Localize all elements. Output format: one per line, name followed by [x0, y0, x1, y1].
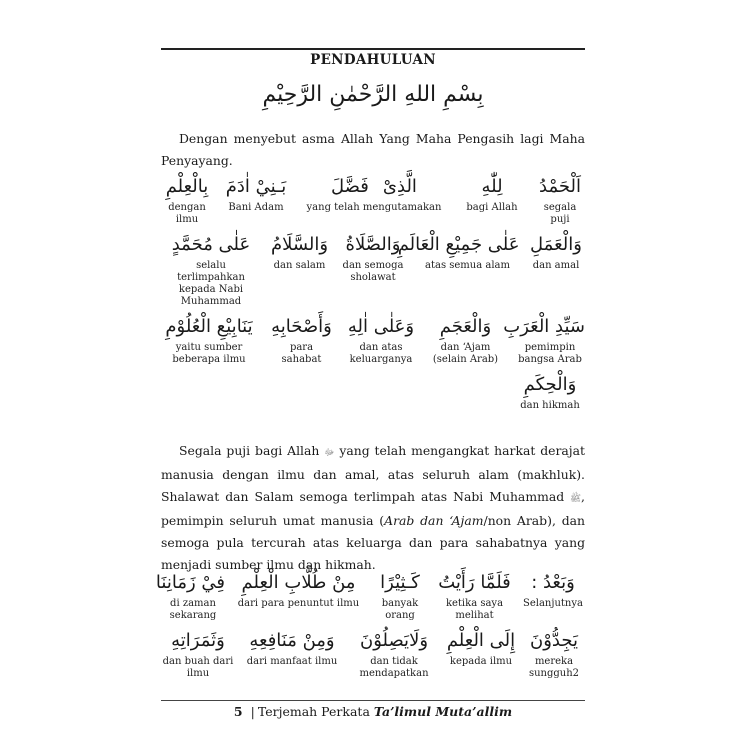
page-footer: [161, 704, 585, 719]
arabic-word: اَلْحَمْدُ: [539, 176, 581, 197]
translation: dan amal: [532, 260, 580, 271]
intro-paragraph: Dengan menyebut asma Allah Yang Maha Pengasih lagi Maha Penyayang.: [161, 131, 585, 168]
chapter-title: PENDAHULUAN: [310, 52, 436, 68]
paragraph-text: , pemimpin seluruh umat manusia (: [161, 489, 585, 528]
translation: kepada ilmu: [449, 656, 513, 667]
glossary-item: [446, 626, 516, 668]
glossary-item: [155, 568, 225, 622]
arabic-word: وَثَمَرَاتِهِ: [171, 630, 225, 651]
translation: ketika saya melihat: [445, 598, 504, 621]
glossary-item: [437, 568, 513, 622]
translation: bagi Allah: [466, 202, 518, 213]
glossary-item-pair: [299, 172, 449, 214]
arabic-word: وَالْعَمَلِ: [530, 234, 582, 255]
arabic-word: لِلّٰهِ: [481, 176, 503, 197]
translation: dari para penuntut ilmu: [237, 598, 360, 609]
book-page: [155, 0, 586, 750]
translation: Selanjutnya: [523, 598, 583, 609]
honorific-glyph: ﷺ: [570, 494, 582, 504]
glossary-item: [346, 312, 416, 366]
glossary-item: [523, 626, 585, 680]
translation: pemimpin bangsa Arab: [518, 342, 582, 365]
arabic-word: بِالْعِلْمِ: [165, 176, 209, 197]
glossary-item: [397, 230, 520, 272]
arabic-word: يَنَابِيْعِ الْعُلُوْمِ: [165, 316, 253, 337]
arabic-word: عَلٰى جَمِيْعِ الْعَالَمِ: [397, 234, 520, 255]
translation: dan atas keluarganya: [349, 342, 413, 365]
translation: dan salam: [273, 260, 326, 271]
glossary-item: [161, 626, 235, 680]
translation: dan semoga sholawat: [342, 260, 404, 283]
glossary-item: [535, 172, 585, 226]
arabic-word: فَلَمَّا رَأَيْتُ: [438, 572, 511, 593]
page-number: 5: [233, 704, 243, 719]
main-paragraph: [161, 440, 585, 576]
translation: dari manfaat ilmu: [246, 656, 338, 667]
glossary-item: [161, 230, 261, 308]
arabic-word: فَضَّلَ: [331, 176, 369, 197]
basmala: بِسْمِ اللهِ الرَّحْمٰنِ الرَّحِيْمِ: [262, 82, 484, 107]
glossary-item: [269, 230, 331, 272]
glossary-row: [161, 172, 585, 226]
arabic-word: وَالْعَجَمِ: [439, 316, 492, 337]
translation: dan hikmah: [520, 400, 580, 411]
arabic-word: وَالْحِكَمِ: [523, 374, 577, 395]
arabic-word: عَلٰى مُحَمَّدٍ: [171, 234, 251, 255]
arabic-word: إِلَى الْعِلْمِ: [446, 630, 516, 651]
glossary-row: [155, 568, 585, 622]
glossary-item: [521, 568, 585, 610]
translation: yang telah mengutamakan: [306, 202, 442, 213]
glossary-row: [161, 370, 585, 412]
bottom-rule: [161, 700, 585, 701]
arabic-word: وَمِنْ مَنَافِعِهِ: [249, 630, 335, 651]
footer-separator: |: [250, 704, 255, 719]
arabic-word: كَـثِيْرًا: [380, 572, 420, 593]
arabic-word: يَجِدُّوْنَ: [530, 630, 578, 651]
translation: mereka sungguh2: [528, 656, 580, 679]
translation: selalu terlimpahkan kepada Nabi Muhammad: [177, 260, 245, 307]
translation: yaitu sumber beberapa ilmu: [172, 342, 246, 365]
glossary-item: [161, 172, 213, 226]
arabic-word: وَعَلٰى اٰلِهِ: [347, 316, 415, 337]
glossary-item: [271, 312, 333, 366]
paragraph-text: /non Arab), dan semoga pula tercurah atas keluarga dan para sahabatnya yang menjadi sumber ilmu dan hikmah.: [161, 513, 586, 572]
glossary-item: [461, 172, 523, 214]
glossary-item: [349, 626, 439, 680]
top-rule: [161, 48, 585, 50]
glossary-item: [161, 312, 257, 366]
arabic-word: سَيِّدِ الْعَرَبِ: [503, 316, 585, 337]
paragraph-text: Segala puji bagi Allah: [179, 443, 325, 458]
glossary-item: [430, 312, 502, 366]
footer-label: Terjemah Perkata: [257, 704, 374, 719]
paragraph-italic: Arab dan ‘Ajam: [384, 513, 484, 528]
translation: para sahabat: [281, 342, 322, 365]
book-title: Ta’limul Muta’allim: [373, 704, 513, 719]
glossary-row: [161, 230, 585, 308]
glossary-item: [372, 568, 428, 622]
arabic-pair: [299, 172, 449, 202]
glossary-item: [242, 626, 342, 668]
honorific-glyph: ﷻ: [324, 448, 335, 458]
translation: dan tidak mendapatkan: [359, 656, 429, 679]
arabic-word: الَّذِىْ: [382, 176, 417, 197]
glossary-block-2: [155, 568, 585, 684]
arabic-word: بَـنِيْ اٰدَمَ: [225, 176, 287, 197]
paragraph-text: yang telah mengangkat harkat derajat manusia dengan ilmu dan amal, atas seluruh alam (makhluk). Shalawat dan Salam semoga terlimpah atas Nabi Muhammad: [161, 443, 585, 504]
translation: dan buah dari ilmu: [162, 656, 234, 679]
glossary-item: [234, 568, 364, 610]
arabic-word: وَبَعْدُ :: [531, 572, 575, 593]
translation: di zaman sekarang: [169, 598, 217, 621]
translation: atas semua alam: [425, 260, 510, 271]
translation: segala puji: [543, 202, 577, 225]
glossary-row: [161, 626, 585, 680]
arabic-word: فِيْ زَمَانِنَا: [155, 572, 225, 593]
glossary-item: [503, 312, 585, 366]
arabic-word: وَأَصْحَابِهِ: [271, 316, 332, 337]
arabic-word: مِنْ طُلَّابِ الْعِلْمِ: [241, 572, 356, 593]
translation: dan ‘Ajam (selain Arab): [432, 342, 499, 365]
glossary-item: [225, 172, 287, 214]
glossary-item: [515, 370, 585, 412]
glossary-row: [161, 312, 585, 366]
arabic-word: وَالصَّلَاةُ: [345, 234, 401, 255]
glossary-item: [527, 230, 585, 272]
arabic-word: وَالسَّلَامُ: [270, 234, 329, 255]
translation: Bani Adam: [228, 202, 284, 213]
glossary-block-1: [161, 172, 585, 416]
translation: banyak orang: [381, 598, 419, 621]
arabic-word: وَلَايَصِلُوْنَ: [359, 630, 429, 651]
translation: dengan ilmu: [168, 202, 206, 225]
